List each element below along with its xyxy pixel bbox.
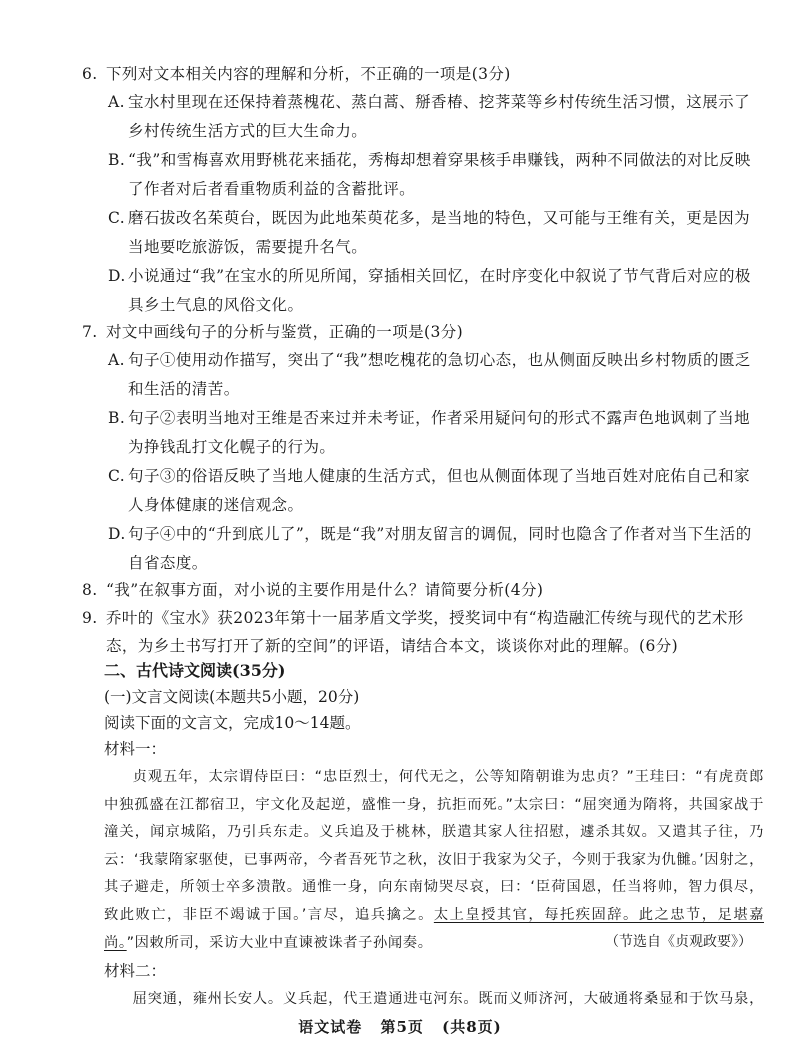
question-8 xyxy=(82,576,766,604)
question-text: “我”在叙事方面，对小说的主要作用是什么？请简要分析(4分) xyxy=(106,581,544,599)
passage-text: 屈突通，雍州长安人。义兵起，代王遣通进屯河东。既而义师济河，大破通将桑显和于饮马泉， xyxy=(132,991,764,1007)
material-2-passage xyxy=(104,986,764,1014)
q6-option-d xyxy=(108,262,762,320)
q7-option-d xyxy=(108,520,762,578)
option-key: D. xyxy=(108,525,126,543)
q6-option-b xyxy=(108,146,762,204)
option-key: C. xyxy=(108,209,126,227)
option-key: D. xyxy=(108,267,126,285)
subsection-title: (一)文言文阅读(本题共5小题，20分) xyxy=(104,688,360,706)
footer-page: 第5页 xyxy=(380,1018,424,1036)
passage-text: ”因敕所司，采访大业中直谏被诛者子孙闻奏。 xyxy=(126,934,433,951)
option-key: A. xyxy=(108,93,126,111)
material-1-passage xyxy=(104,764,764,957)
option-text: 句子④中的“升到底儿了”，既是“我”对朋友留言的调侃，同时也隐含了作者对当下生活的自省态度。 xyxy=(128,525,752,572)
question-6 xyxy=(82,60,766,88)
underlined-sentence: 太上皇授其官，每托疾固辞。此之忠节，足堪嘉尚。 xyxy=(104,906,764,951)
q7-option-c xyxy=(108,462,762,520)
material-1-label: 材料一： xyxy=(104,740,167,758)
q6-option-a xyxy=(108,88,762,146)
reading-instruction: 阅读下面的文言文，完成10～14题。 xyxy=(104,714,361,732)
option-key: A. xyxy=(108,351,126,369)
question-stem: 下列对文本相关内容的理解和分析，不正确的一项是(3分) xyxy=(106,65,511,83)
question-number: 7. xyxy=(82,323,98,341)
option-text: 句子②表明当地对王维是否来过并未考证，作者采用疑问句的形式不露声色地讽刺了当地为挣钱乱打文化幌子的行为。 xyxy=(128,409,751,456)
question-number: 8. xyxy=(82,581,98,599)
q7-option-b xyxy=(108,404,762,462)
material-2-label: 材料二： xyxy=(104,962,167,980)
q7-option-a xyxy=(108,346,762,404)
section-title: 二、古代诗文阅读(35分) xyxy=(104,661,286,680)
question-text: 乔叶的《宝水》获2023年第十一届茅盾文学奖，授奖词中有“构造融汇传统与现代的艺术形态，为乡土书写打开了新的空间”的评语，请结合本文，谈谈你对此的理解。(6分) xyxy=(106,609,744,655)
option-text: 小说通过“我”在宝水的所见所闻，穿插相关回忆，在时序变化中叙说了节气背后对应的极具乡土气息的风俗文化。 xyxy=(128,267,751,314)
option-key: B. xyxy=(108,409,126,427)
option-text: 句子③的俗语反映了当地人健康的生活方式，但也从侧面体现了当地百姓对庇佑自己和家人身体健康的迷信观念。 xyxy=(128,467,751,514)
question-number: 9. xyxy=(82,609,98,627)
option-key: C. xyxy=(108,467,126,485)
option-text: “我”和雪梅喜欢用野桃花来插花，秀梅却想着穿果核手串赚钱，两种不同做法的对比反映了作者对后者看重物质利益的含蓄批评。 xyxy=(128,151,751,198)
option-key: B. xyxy=(108,151,126,169)
q6-option-c xyxy=(108,204,762,262)
question-number: 6. xyxy=(82,65,98,83)
question-stem: 对文中画线句子的分析与鉴赏，正确的一项是(3分) xyxy=(106,323,464,341)
page-footer xyxy=(0,1016,800,1037)
question-9 xyxy=(82,604,766,660)
material-1-source: （节选自《贞观政要》） xyxy=(605,934,752,950)
footer-subject: 语文试卷 xyxy=(298,1018,363,1036)
option-text: 句子①使用动作描写，突出了“我”想吃槐花的急切心态，也从侧面反映出乡村物质的匮乏和生活的清苦。 xyxy=(128,351,751,398)
question-7 xyxy=(82,318,766,346)
footer-total: (共8页) xyxy=(442,1018,502,1036)
option-text: 宝水村里现在还保持着蒸槐花、蒸白蒿、掰香椿、挖荠菜等乡村传统生活习惯，这展示了乡村传统生活方式的巨大生命力。 xyxy=(128,93,751,140)
option-text: 磨石拔改名茱萸台，既因为此地茱萸花多，是当地的特色，又可能与王维有关，更是因为当地要吃旅游饭，需要提升名气。 xyxy=(128,209,751,256)
passage-text: 贞观五年，太宗谓侍臣曰：“忠臣烈士，何代无之，公等知隋朝谁为忠贞？”王珪曰：“有虎贲郎中独孤盛在江都宿卫，宇文化及起逆，盛惟一身，抗拒而死。”太宗曰：“屈突通为隋将，共国家战于潼关，闻京城陷，乃引兵东走。义兵追及于桃林，朕遣其家人往招慰，遽杀其奴。又遣其子往，乃云：‘我蒙隋家驱使，已事两帝，今者吾死节之秋，汝旧于我家为父子，今则于我家为仇雠。’因射之，其子避走，所领士卒多溃散。通惟一身，向东南恸哭尽哀，曰：‘臣荷国恩，任当将帅，智力俱尽，致此败亡，非臣不竭诚于国。’言尽，追兵擒之。 xyxy=(104,769,764,923)
